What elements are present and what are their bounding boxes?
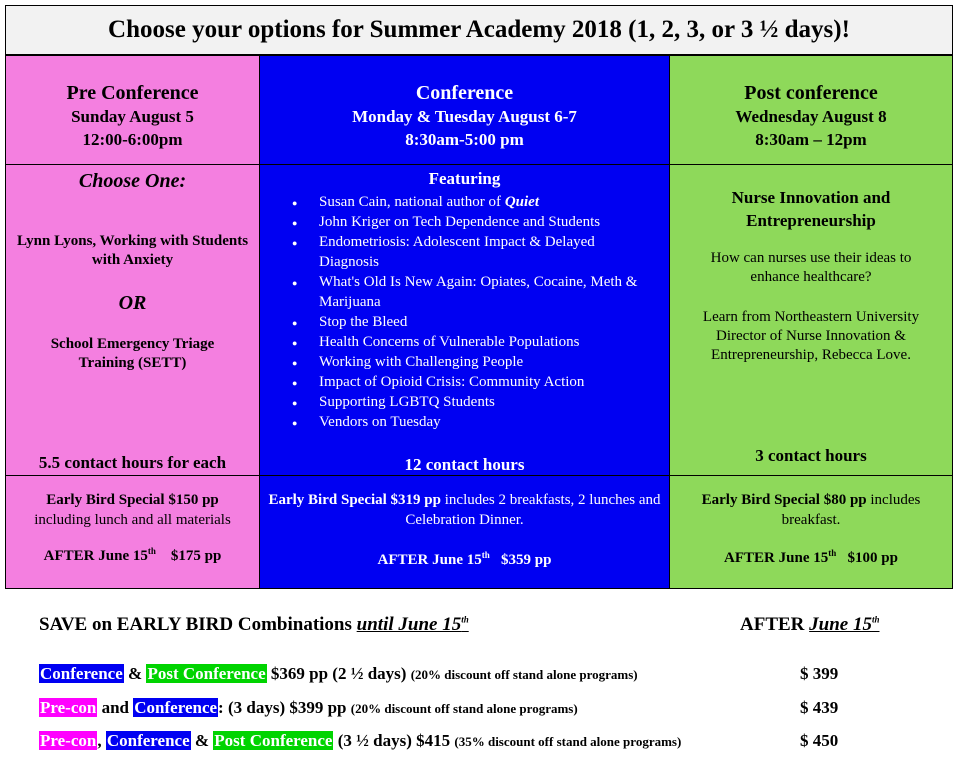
after-date-text: June 15 [809,614,872,635]
conference-pricing [260,476,669,589]
conference-early-bird-includes: includes 2 breakfasts, 2 lunches and Celebration Dinner. [405,492,661,528]
featured-session-text: John Kriger on Tech Dependence and Students [319,214,601,230]
conference-day: Monday & Tuesday August 6-7 [352,107,577,126]
conference-after-suffix: th [481,550,490,560]
save-until-suffix: th [461,614,469,625]
featured-session-item [290,212,649,232]
pre-after-amount: $175 pp [170,548,222,564]
tag-conference: Conference [40,664,123,683]
post-conference-column [669,55,953,589]
featured-session-text: Impact of Opioid Crisis: Community Action [319,374,585,390]
bullet-icon: ● [292,418,298,428]
pre-early-bird-includes: including lunch and all materials [34,512,231,528]
save-prefix: SAVE on EARLY BIRD Combinations [39,614,357,635]
combo-1-after-price: $ 399 [800,664,839,683]
bullet-icon: ● [292,398,298,408]
conference-early-bird [266,490,663,530]
pre-early-bird-price: Early Bird Special $150 pp [46,492,219,508]
bullet-icon: ● [292,218,298,228]
featured-session-item [290,232,649,272]
combo-1-discount: (20% discount off stand alone programs) [410,667,638,682]
featured-session-text: Stop the Bleed [319,314,408,330]
combo-3-sep-1: , [97,731,106,750]
post-early-bird-price: Early Bird Special $80 pp [701,492,867,508]
bullet-icon: ● [292,358,298,368]
conference-header [260,56,669,165]
pre-conference-header [6,56,259,165]
featured-session-item [290,352,649,372]
save-early-bird-heading [39,614,469,636]
post-after-price [670,550,952,567]
save-until [357,614,469,635]
combo-2-price: : (3 days) $399 pp [218,698,351,717]
pre-after-price [6,548,259,565]
bullet-icon: ● [292,378,298,388]
or-label: OR [118,292,147,314]
option-anxiety: Lynn Lyons, Working with Students with Anxiety [16,233,249,268]
tag-post-conference: Post Conference [147,664,266,683]
after-date [809,614,879,635]
pre-conference-pricing [6,476,259,589]
post-contact-hours: 3 contact hours [755,446,867,465]
conference-after-amount: $359 pp [501,552,552,568]
conference-after-label: AFTER June 15 [377,552,482,568]
combo-3-price: (3 ½ days) $415 [333,731,455,750]
featured-session-emphasis: Quiet [504,194,539,210]
pre-after-suffix: th [147,546,156,556]
combo-row-2 [39,698,578,718]
combo-2-discount: (20% discount off stand alone programs) [350,701,578,716]
combo-2-sep: and [97,698,134,717]
conference-early-bird-price: Early Bird Special $319 pp [268,492,441,508]
combo-row-1 [39,664,638,684]
after-heading [740,614,880,636]
featured-sessions-list [290,192,649,432]
post-after-suffix: th [828,548,837,558]
featured-session-item [290,192,649,212]
conference-details [260,165,669,476]
featuring-label: Featuring [428,169,501,188]
bullet-icon: ● [292,338,298,348]
post-conference-title: Post conference [744,82,878,104]
bullet-icon: ● [292,198,298,208]
after-prefix: AFTER [740,614,810,635]
tag-pre-con: Pre-con [40,698,97,717]
featured-session-text: Working with Challenging People [319,354,524,370]
featured-session-item [290,392,649,412]
conference-time: 8:30am-5:00 pm [405,130,524,149]
post-question: How can nurses use their ideas to enhance healthcare? [710,250,912,285]
post-learn: Learn from Northeastern University Director of Nurse Innovation & Entrepreneurship, Rebecca Love. [702,309,920,363]
featured-session-item [290,332,649,352]
pre-after-label: AFTER June 15 [43,548,148,564]
post-conference-time: 8:30am – 12pm [755,130,867,149]
featured-session-item [290,412,649,432]
combo-3-discount: (35% discount off stand alone programs) [454,734,682,749]
conference-title: Conference [415,82,514,104]
featured-session-text: Supporting LGBTQ Students [319,394,495,410]
featured-session-text: Vendors on Tuesday [319,414,441,430]
bullet-icon: ● [292,238,298,248]
combo-3-after-price: $ 450 [800,731,839,750]
conference-column [259,55,670,589]
pre-conference-column [5,55,260,589]
featured-session-text: Susan Cain, national author of [319,194,505,210]
pre-conference-day: Sunday August 5 [71,107,194,126]
bullet-icon: ● [292,278,298,288]
pre-conference-details [6,165,259,476]
post-early-bird [676,490,946,530]
pre-early-bird [12,490,253,530]
tag-conference: Conference [134,698,218,717]
bullet-icon: ● [292,318,298,328]
featured-session-item [290,272,649,312]
featured-session-text: What's Old Is New Again: Opiates, Cocaine, Meth & Marijuana [319,274,638,310]
choose-one-label: Choose One: [78,170,187,192]
featured-session-item [290,312,649,332]
featured-session-text: Endometriosis: Adolescent Impact & Delayed Diagnosis [319,234,595,270]
conference-after-price [260,552,669,569]
post-after-label: AFTER June 15 [724,550,829,566]
page-title: Choose your options for Summer Academy 2018 (1, 2, 3, or 3 ½ days)! [5,5,953,55]
post-topic: Nurse Innovation and Entrepreneurship [731,188,891,230]
conference-contact-hours: 12 contact hours [404,455,525,474]
featured-session-text: Health Concerns of Vulnerable Populations [319,334,580,350]
combo-1-price: $369 pp (2 ½ days) [266,664,411,683]
pre-conference-title: Pre Conference [66,82,199,104]
tag-post-conference: Post Conference [214,731,333,750]
option-sett: School Emergency Triage Training (SETT) [50,336,215,371]
tag-pre-con: Pre-con [40,731,97,750]
save-until-text: until June 15 [356,614,462,635]
after-date-suffix: th [871,614,880,625]
combo-row-3 [39,731,681,751]
combo-1-sep: & [123,664,147,683]
post-conference-day: Wednesday August 8 [735,107,887,126]
combo-2-after-price: $ 439 [800,698,839,717]
combo-3-sep-2: & [190,731,214,750]
pre-conference-time: 12:00-6:00pm [82,130,183,149]
pre-contact-hours: 5.5 contact hours for each [38,453,227,472]
post-conference-pricing [670,476,952,589]
post-early-bird-includes: includes breakfast. [781,492,921,528]
tag-conference: Conference [106,731,190,750]
post-conference-details [670,165,952,476]
post-conference-header [670,56,952,165]
featured-session-item [290,372,649,392]
post-after-amount: $100 pp [847,550,898,566]
